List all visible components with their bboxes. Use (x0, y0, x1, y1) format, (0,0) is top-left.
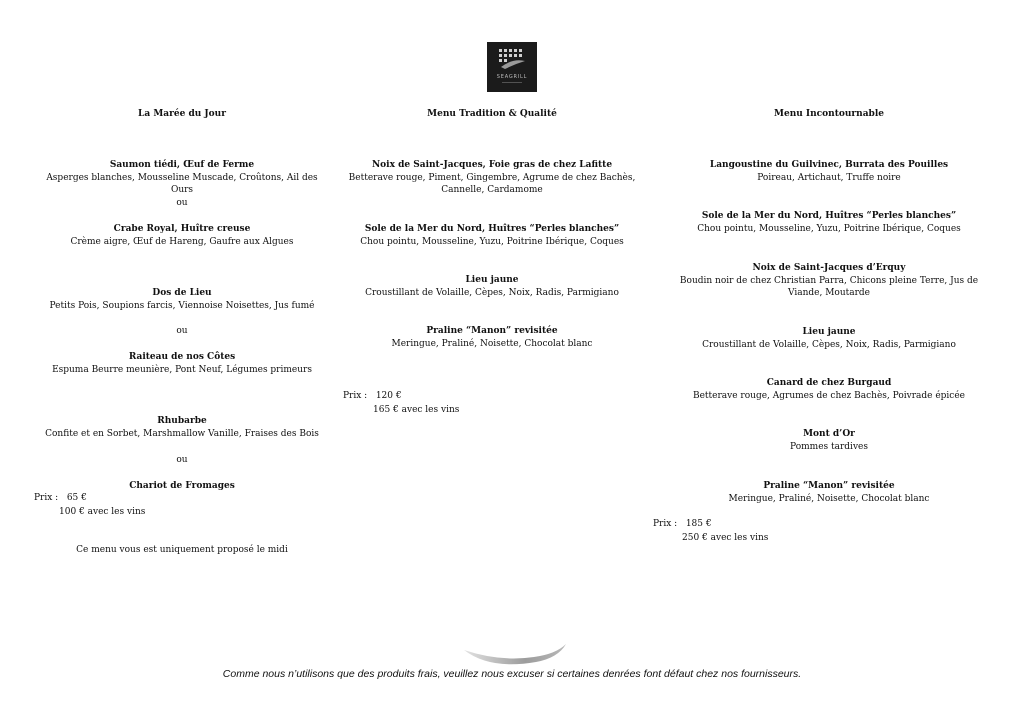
dish-description: Boudin noir de chez Christian Parra, Chicons pleine Terre, Jus de Viande, Moutarde (679, 275, 979, 299)
footer-disclaimer: Comme nous n’utilisons que des produits frais, veuillez nous excuser si certaines denrées font défaut chez nos fournisseurs. (222, 668, 802, 680)
dish-name: Rhubarbe (157, 416, 207, 426)
dish-description: Petits Pois, Soupions farcis, Viennoise Noisettes, Jus fumé (49, 300, 315, 311)
price-value: 120 € (375, 391, 402, 401)
price-block (653, 518, 768, 545)
price-label: Prix : (653, 519, 678, 529)
dish-name: Noix de Saint-Jacques, Foie gras de chez Lafitte (371, 160, 613, 170)
dish-item (36, 223, 328, 248)
decorative-swoosh (460, 638, 570, 672)
dish-name: Praline “Manon” revisitée (426, 326, 558, 336)
dish-description: Poireau, Artichaut, Truffe noire (757, 172, 901, 183)
price-with-wine: 165 € avec les vins (373, 404, 460, 415)
dish-item (660, 377, 998, 402)
dish-name: Langoustine du Guilvinec, Burrata des Pouilles (709, 160, 949, 170)
dish-item (660, 262, 998, 300)
dish-item (660, 480, 998, 505)
price-with-wine: 100 € avec les vins (59, 506, 146, 517)
dish-description: Chou pointu, Mousseline, Yuzu, Poitrine Ibérique, Coques (697, 223, 961, 234)
price-value: 65 € (66, 493, 87, 503)
separator-ou: ou (176, 198, 188, 208)
dish-item (342, 325, 642, 350)
separator-ou: ou (176, 455, 188, 465)
dish-name: Praline “Manon” revisitée (763, 481, 895, 491)
dish-name: Mont d’Or (803, 429, 855, 439)
lunch-only-note: Ce menu vous est uniquement proposé le midi (76, 545, 288, 555)
dish-name: Canard de chez Burgaud (766, 378, 892, 388)
dish-item (342, 159, 642, 197)
dish-name: Dos de Lieu (152, 288, 212, 298)
dish-item (36, 351, 328, 376)
price-value: 185 € (685, 519, 712, 529)
dish-name: Sole de la Mer du Nord, Huîtres “Perles blanches” (701, 211, 957, 221)
price-with-wine: 250 € avec les vins (682, 532, 769, 543)
menu-title: La Marée du Jour (138, 109, 226, 119)
dish-item (342, 274, 642, 299)
price-label: Prix : (343, 391, 368, 401)
menu-title: Menu Incontournable (774, 109, 884, 119)
dish-name: Noix de Saint-Jacques d’Erquy (752, 263, 906, 273)
dish-item (36, 480, 328, 493)
separator-ou: ou (176, 326, 188, 336)
menu-title: Menu Tradition & Qualité (427, 109, 557, 119)
dish-item (36, 159, 328, 197)
dish-item (36, 287, 328, 312)
dish-name: Lieu jaune (802, 327, 856, 337)
dish-description: Croustillant de Volaille, Cèpes, Noix, Radis, Parmigiano (702, 339, 956, 350)
dish-description: Asperges blanches, Mousseline Muscade, Croûtons, Ail des Ours (46, 172, 318, 196)
dish-description: Croustillant de Volaille, Cèpes, Noix, Radis, Parmigiano (365, 287, 619, 298)
price-label: Prix : (34, 493, 59, 503)
dish-description: Confite et en Sorbet, Marshmallow Vanille, Fraises des Bois (45, 428, 319, 439)
dish-description: Betterave rouge, Agrumes de chez Bachès, Poivrade épicée (692, 390, 965, 401)
dish-description: Meringue, Praliné, Noisette, Chocolat blanc (391, 338, 593, 349)
dish-description: Meringue, Praliné, Noisette, Chocolat blanc (728, 493, 930, 504)
dish-description: Pommes tardives (790, 441, 868, 452)
dish-item (660, 428, 998, 453)
dish-item (660, 210, 998, 235)
dish-item (342, 223, 642, 248)
dish-name: Raiteau de nos Côtes (128, 352, 236, 362)
dish-item (660, 326, 998, 351)
dish-name: Saumon tiédi, Œuf de Ferme (109, 160, 255, 170)
dish-description: Chou pointu, Mousseline, Yuzu, Poitrine Ibérique, Coques (360, 236, 624, 247)
svg-text:SEAGRILL: SEAGRILL (496, 74, 528, 80)
dish-item (660, 159, 998, 184)
dish-description: Betterave rouge, Piment, Gingembre, Agrume de chez Bachès, Cannelle, Cardamome (348, 172, 636, 196)
dish-name: Sole de la Mer du Nord, Huîtres “Perles blanches” (364, 224, 620, 234)
dish-item (36, 415, 328, 440)
price-block (34, 492, 145, 519)
dish-name: Chariot de Fromages (129, 481, 235, 491)
dish-name: Lieu jaune (465, 275, 519, 285)
dish-description: Crème aigre, Œuf de Hareng, Gaufre aux Algues (70, 236, 294, 247)
restaurant-logo (487, 42, 537, 92)
price-block (343, 390, 459, 417)
dish-name: Crabe Royal, Huître creuse (113, 224, 251, 234)
dish-description: Espuma Beurre meunière, Pont Neuf, Légumes primeurs (52, 364, 312, 375)
